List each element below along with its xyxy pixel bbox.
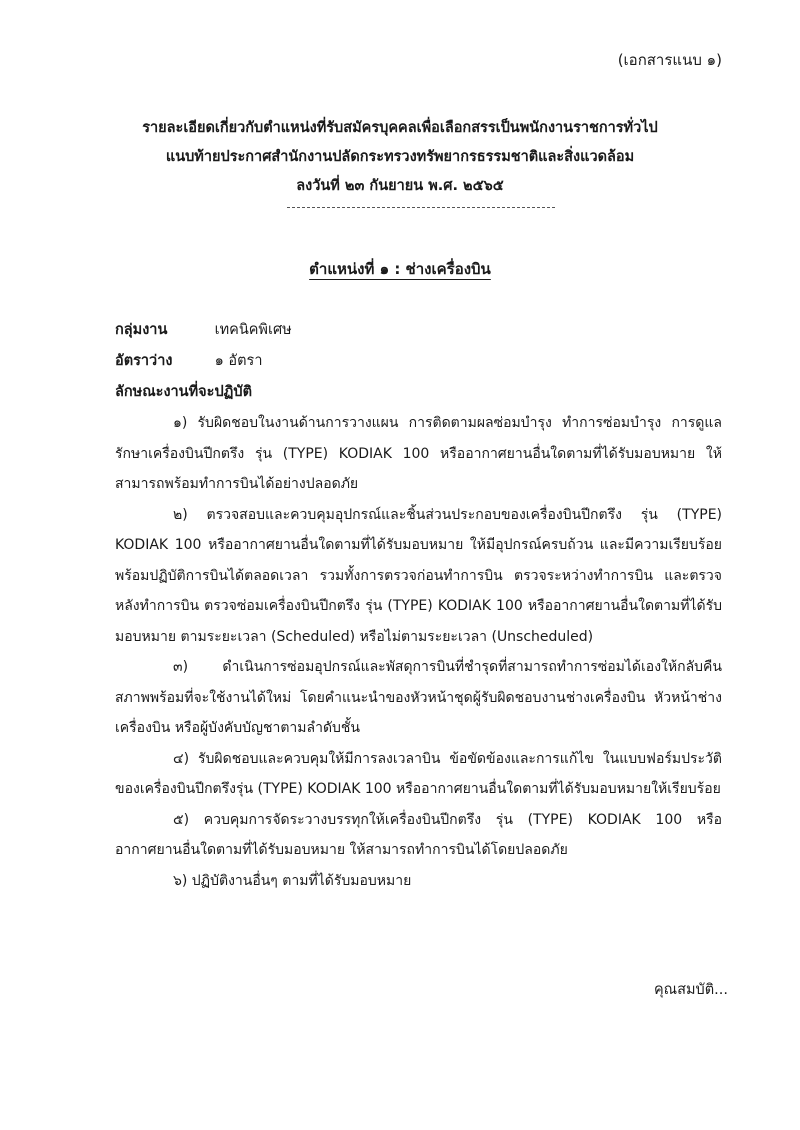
header-line-1: รายละเอียดเกี่ยวกับตำแหน่งที่รับสมัครบุคคลเพื่อเลือกสรรเป็นพนักงานราชการทั่วไป (142, 120, 658, 136)
dashed-divider (287, 207, 555, 208)
duty-item: ๕) ควบคุมการจัดระวางบรรทุกให้เครื่องบินปีกตรึง รุ่น (TYPE) KODIAK 100 หรืออากาศยานอื่นใดตามที่ได้รับมอบหมาย ให้สามารถทำการบินได้โดยปลอดภัย (115, 811, 722, 858)
duty-item: ๔) รับผิดชอบและควบคุมให้มีการลงเวลาบิน ข้อขัดข้องและการแก้ไข ในแบบฟอร์มประวัติของเครื่องบินปีกตรึงรุ่น (TYPE) KODIAK 100 หรืออากาศยานอื่นใดตามที่ได้รับมอบหมายให้เรียบร้อย (115, 750, 722, 797)
duties-heading: ลักษณะงานที่จะปฏิบัติ (115, 384, 252, 400)
duties-list (115, 408, 722, 896)
field-work-group (115, 318, 292, 341)
field-vacancy (115, 349, 262, 372)
duty-item: ๓) ดำเนินการซ่อมอุปกรณ์และพัสดุการบินที่ชำรุดที่สามารถทำการซ่อมได้เองให้กลับคืนสภาพพร้อมที่จะใช้งานได้ใหม่ โดยคำแนะนำของหัวหน้าชุดผู้รับผิดชอบงานช่างเครื่องบิน หัวหน้าช่างเครื่องบิน หรือผู้บังคับบัญชาตามลำดับชั้น (115, 659, 722, 736)
duty-item: ๑) รับผิดชอบในงานด้านการวางแผน การติดตามผลซ่อมบำรุง ทำการซ่อมบำรุง การดูแลรักษาเครื่องบินปีกตรึง รุ่น (TYPE) KODIAK 100 หรืออากาศยานอื่นใดตามที่ได้รับมอบหมาย ให้สามารถพร้อมทำการบินได้อย่างปลอดภัย (115, 415, 722, 492)
field-value: เทคนิคพิเศษ (214, 322, 292, 338)
attachment-label: (เอกสารแนบ ๑) (617, 51, 722, 69)
header-line-2: แนบท้ายประกาศสำนักงานปลัดกระทรวงทรัพยากรธรรมชาติและสิ่งแวดล้อม (165, 149, 635, 165)
header-line-3: ลงวันที่ ๒๓ กันยายน พ.ศ. ๒๕๖๕ (296, 178, 504, 194)
position-title-text: ตำแหน่งที่ ๑ : ช่างเครื่องบิน (309, 260, 491, 278)
field-label: กลุ่มงาน (115, 322, 168, 338)
continuation-note: คุณสมบัติ... (653, 982, 728, 998)
document-header (0, 114, 800, 201)
field-value: ๑ อัตรา (214, 353, 263, 369)
duty-item: ๖) ปฏิบัติงานอื่นๆ ตามที่ได้รับมอบหมาย (173, 872, 412, 889)
duty-item: ๒) ตรวจสอบและควบคุมอุปกรณ์และชิ้นส่วนประกอบของเครื่องบินปีกตรึง รุ่น (TYPE) KODIAK 100 หรืออากาศยานอื่นใดตามที่ได้รับมอบหมาย ให้มีอุปกรณ์ครบถ้วน และมีความเรียบร้อยพร้อมปฏิบัติการบินได้ตลอดเวลา รวมทั้งการตรวจก่อนทำการบิน ตรวจระหว่างทำการบิน และตรวจหลังทำการบิน ตรวจซ่อมเครื่องบินปีกตรึง รุ่น (TYPE) KODIAK 100 หรืออากาศยานอื่นใดตามที่ได้รับมอบหมาย ตามระยะเวลา (Scheduled) หรือไม่ตามระยะเวลา (Unscheduled) (115, 506, 722, 645)
field-label: อัตราว่าง (115, 353, 173, 369)
position-title (0, 257, 800, 281)
